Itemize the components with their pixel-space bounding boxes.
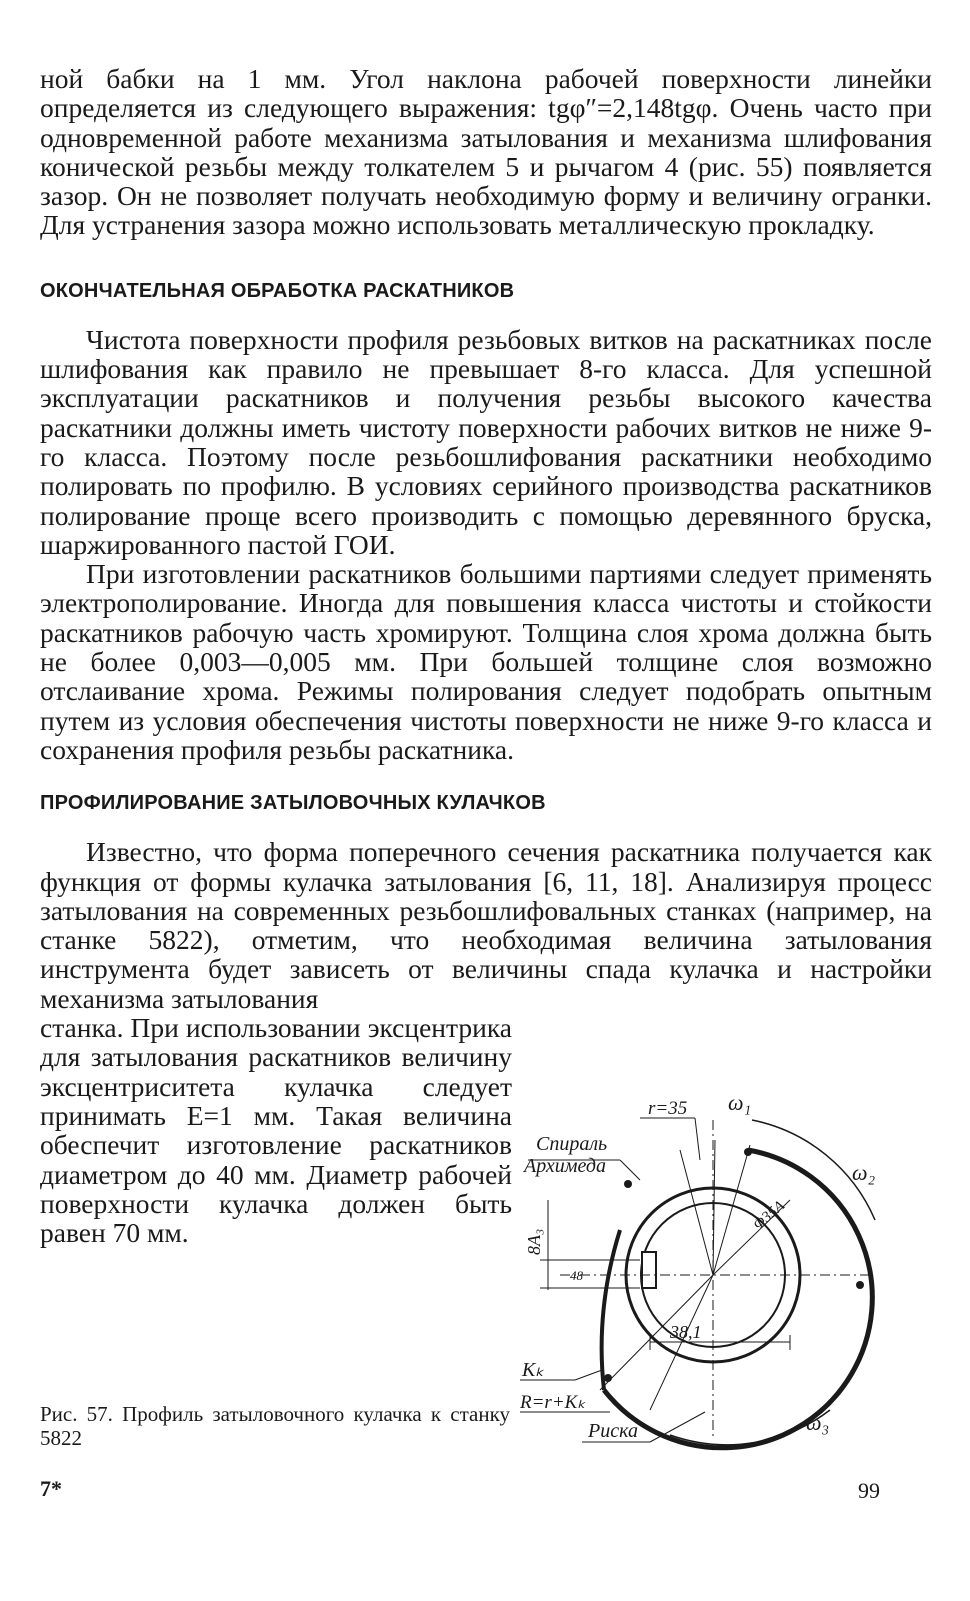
section-heading-profiling: ПРОФИЛИРОВАНИЕ ЗАТЫЛОВОЧНЫХ КУЛАЧКОВ	[40, 792, 546, 815]
cam-spiral-segment	[602, 1230, 620, 1390]
figure-caption: Рис. 57. Профиль затыловочного кулачка к станку 5822	[40, 1402, 510, 1450]
label-spiral-2: Архимеда	[524, 1155, 606, 1177]
keyway	[642, 1252, 656, 1288]
paragraph-2: Чистота поверхности профиля резьбовых витков на раскатниках после шлифования как правило не превышает 8-го класса. Для успешной эксплуатации раскатников и получения резьбы высокого качества раскатники должны иметь чистоту поверхности рабочих витков не ниже 9-го класса. Поэтому после резьбошлифования раскатники необходимо полировать по профилю. В условиях серийного производства раскатников полирование проще всего производить с помощью деревянного бруска, шаржированного пастой ГОИ.	[40, 323, 932, 560]
label-phi35a: Φ35А	[750, 1197, 788, 1234]
paragraph-1: ной бабки на 1 мм. Угол наклона рабочей поверхности линейки определяется из следующего выражения: tgφ″=2,148tgφ. Очень часто при одновременной работе механизма затылования и механизма шлифования конической резьбы между толкателем 5 и рычагом 4 (рис. 55) появляется зазор. Он не позволяет получать необходимую форму и величину огранки. Для устранения зазора можно использовать металлическую прокладку.	[40, 63, 932, 241]
label-8a3: 8А₃	[524, 1228, 544, 1255]
label-r35: r=35	[648, 1098, 688, 1119]
paragraph-4: Известно, что форма поперечного сечения раскатника получается как функция от формы кулачка затылования [6, 11, 18]. Анализируя процесс затылования на современных резьбошлифовальных станках (например, на станке 5822), отметим, что необходимая величина затылования инструмента будет зависеть от величины спада кулачка и настройки механизма затылования	[40, 836, 932, 1014]
page-body	[40, 64, 932, 1247]
section-heading-finishing: ОКОНЧАТЕЛЬНАЯ ОБРАБОТКА РАСКАТНИКОВ	[40, 279, 515, 302]
label-omega-3: ω₃	[806, 1410, 830, 1435]
label-omega-2: ω₂	[852, 1160, 876, 1185]
label-dim-38-1: 38,1	[670, 1322, 702, 1342]
label-spiral-1: Спираль	[536, 1133, 608, 1155]
paragraph-5: станка. При использовании эксцентрика для затылования раскатников величину эксцентриситета кулачка следует принимать E=1 мм. Такая величина обеспечит изготовление раскатников диаметром до 40 мм. Диаметр рабочей поверхности кулачка должен быть равен 70 мм.	[40, 1012, 512, 1249]
signature-mark: 7*	[40, 1476, 62, 1501]
label-omega-1: ω₁	[728, 1090, 752, 1115]
cam-profile-drawing	[500, 1080, 900, 1460]
page-number: 99	[858, 1478, 880, 1503]
label-riska: Риска	[588, 1420, 638, 1442]
paragraph-3: При изготовлении раскатников большими партиями следует применять электрополирование. Иногда для повышения класса чистоты и стойкости раскатников рабочую часть хромируют. Толщина слоя хрома должна быть не более 0,003—0,005 мм. При большей толщине слоя возможно отслаивание хрома. Режимы полирования следует подобрать опытным путем из условия обеспечения чистоты поверхности не ниже 9-го класса и сохранения профиля резьбы раскатника.	[40, 558, 932, 765]
label-r-formula: R=r+Kₖ	[520, 1392, 586, 1413]
label-small-dims: 48	[570, 1268, 583, 1283]
label-kk: Kₖ	[522, 1359, 544, 1381]
cam-profile-figure	[500, 1080, 900, 1460]
